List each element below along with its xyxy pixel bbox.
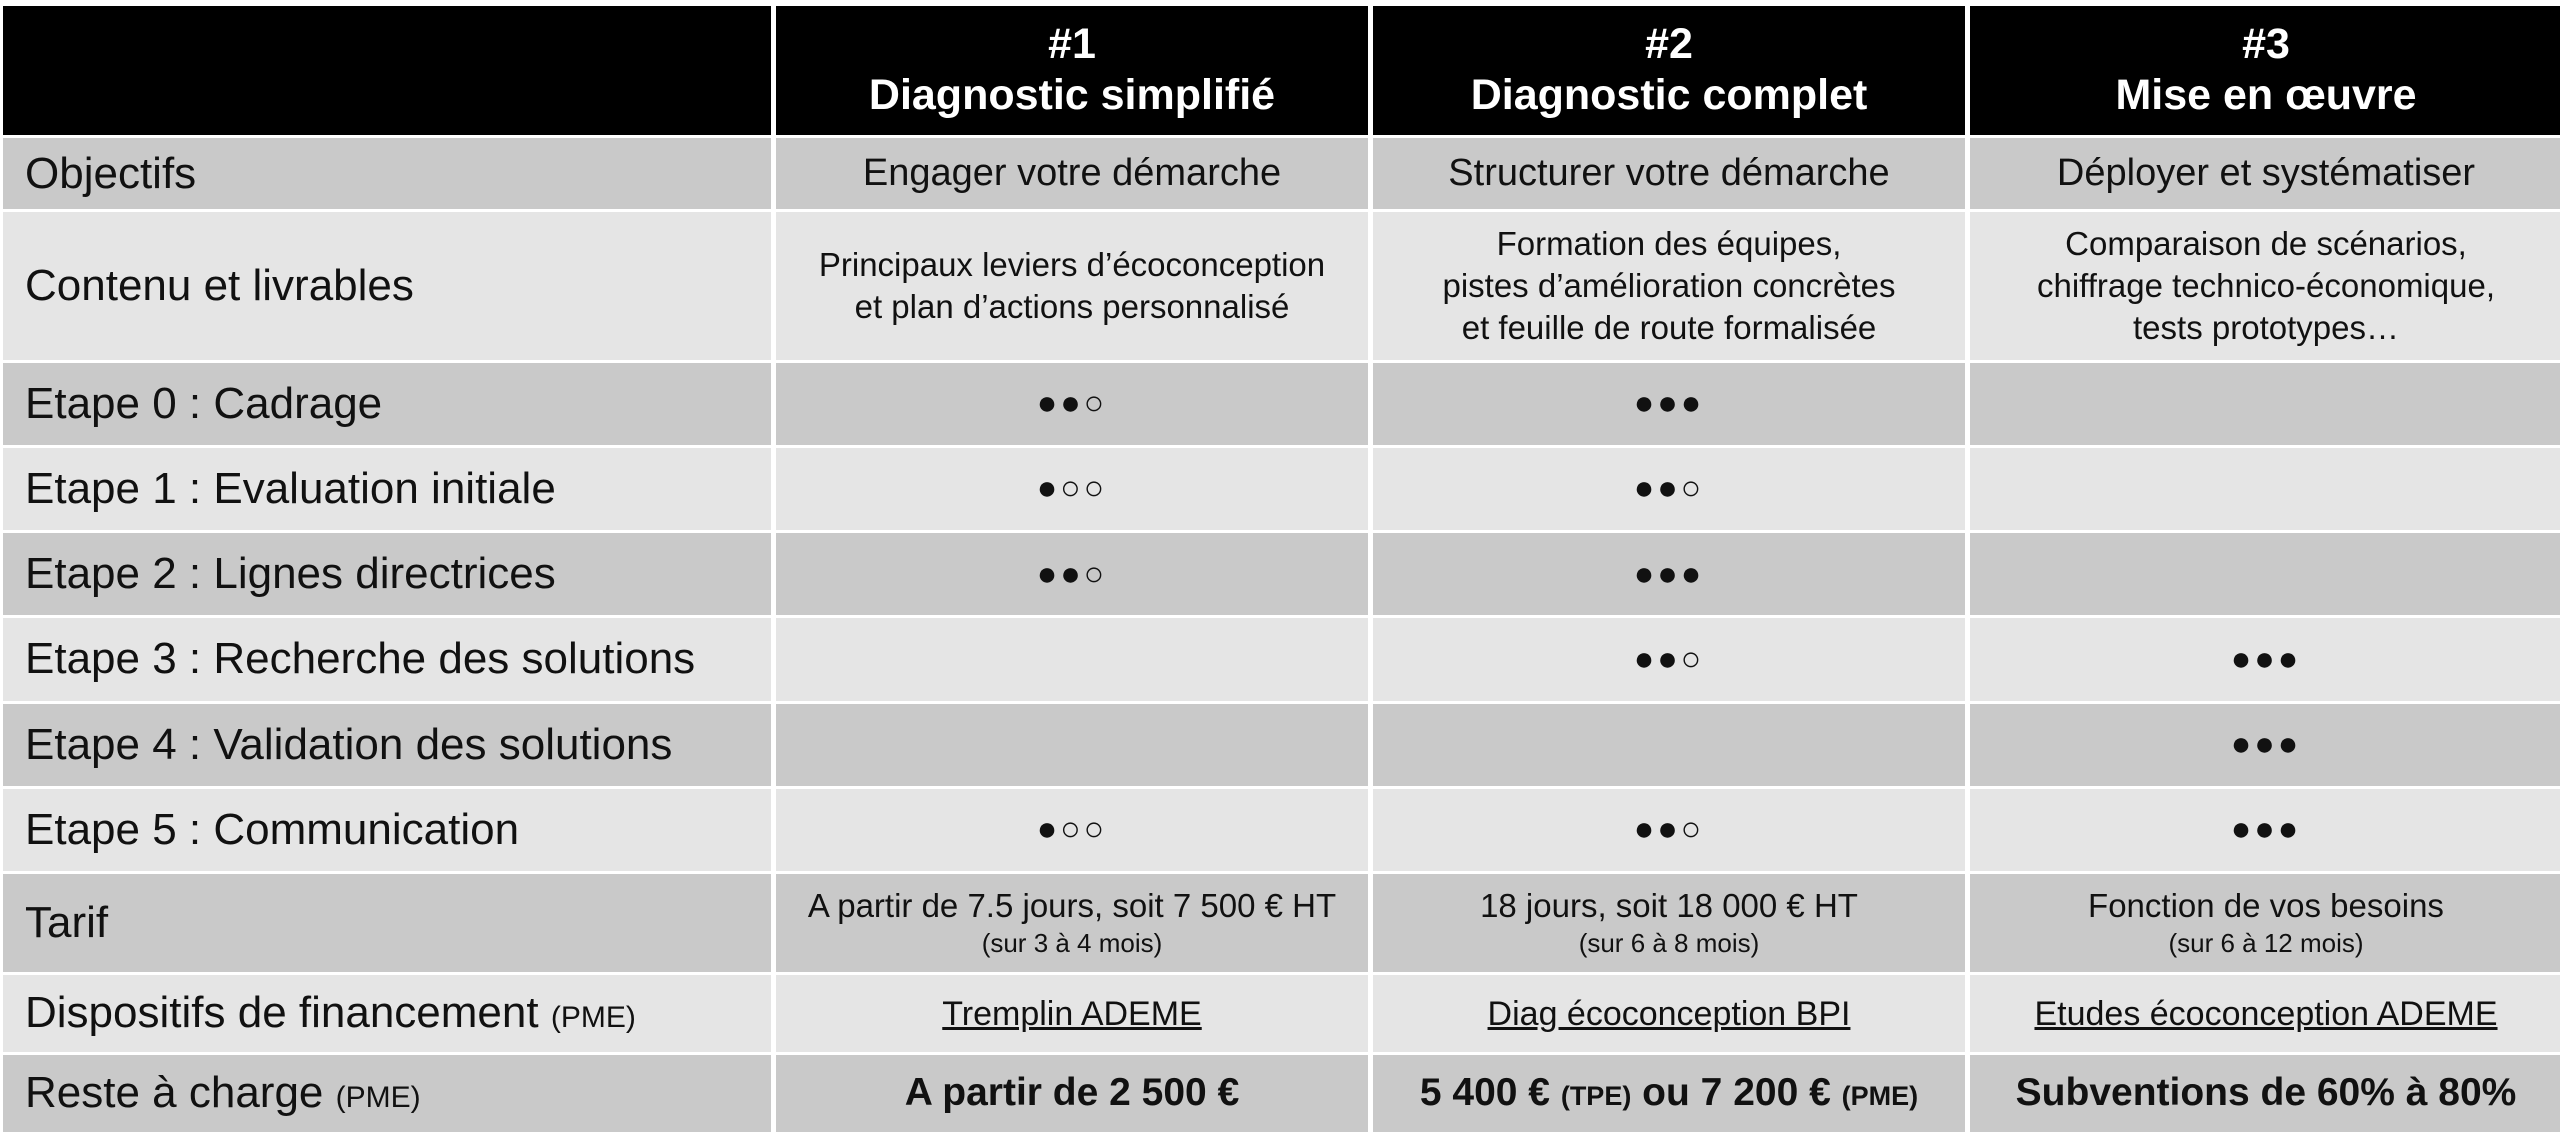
col-2-name: Diagnostic complet — [1470, 71, 1868, 120]
rating-dots: ●○○ — [776, 448, 1368, 530]
reste-or: ou — [1642, 1071, 1690, 1115]
contenu-line: Comparaison de scénarios, — [2065, 225, 2467, 263]
header-row — [3, 6, 2560, 135]
header-empty-cell — [3, 6, 771, 135]
tarif-cell — [776, 874, 1368, 972]
rating-dots: ●●○ — [776, 363, 1368, 445]
tarif-duration: (sur 3 à 4 mois) — [981, 928, 1163, 959]
rating-dots: ●●● — [1373, 363, 1965, 445]
rating-dots — [776, 704, 1368, 786]
reste-pme-tag: (PME) — [1841, 1081, 1919, 1112]
comparison-table — [0, 3, 2560, 1135]
row-etape3 — [3, 618, 2560, 700]
reste-label: Reste à charge — [25, 1068, 324, 1118]
tarif-cell — [1373, 874, 1965, 972]
financement-cell — [1970, 975, 2560, 1052]
financement-cell — [776, 975, 1368, 1052]
rating-dots: ●●○ — [1373, 618, 1965, 700]
row-label — [3, 975, 771, 1052]
rating-dots: ●○○ — [776, 789, 1368, 871]
reste-cell: A partir de 2 500 € — [776, 1055, 1368, 1132]
row-label: Contenu et livrables — [3, 212, 771, 359]
tarif-cell — [1970, 874, 2560, 972]
row-objectifs — [3, 138, 2560, 210]
rating-dots: ●●● — [1373, 533, 1965, 615]
tarif-duration: (sur 6 à 8 mois) — [1578, 928, 1760, 959]
row-label: Tarif — [3, 874, 771, 972]
header-col-1 — [776, 6, 1368, 135]
row-label: Objectifs — [3, 138, 771, 210]
contenu-line: chiffrage technico-économique, — [2036, 267, 2495, 305]
contenu-line: Formation des équipes, — [1496, 225, 1842, 263]
reste-pme-amount: 7 200 € — [1700, 1071, 1831, 1115]
financement-cell — [1373, 975, 1965, 1052]
financement-link-ademe[interactable]: Etudes écoconception ADEME — [2034, 994, 2498, 1033]
reste-tpe-amount: 5 400 € — [1419, 1071, 1550, 1115]
tarif-main: 18 jours, soit 18 000 € HT — [1480, 886, 1858, 924]
rating-dots — [1373, 704, 1965, 786]
rating-dots: ●●● — [1970, 618, 2560, 700]
rating-dots — [1970, 533, 2560, 615]
contenu-line: Principaux leviers d’écoconception — [818, 246, 1326, 284]
reste-cell — [1373, 1055, 1965, 1132]
row-label: Etape 3 : Recherche des solutions — [3, 618, 771, 700]
contenu-cell — [776, 212, 1368, 359]
row-label: Etape 1 : Evaluation initiale — [3, 448, 771, 530]
row-etape5 — [3, 789, 2560, 871]
col-3-name: Mise en œuvre — [2115, 71, 2417, 120]
financement-link-bpi[interactable]: Diag écoconception BPI — [1487, 994, 1851, 1033]
row-label: Etape 5 : Communication — [3, 789, 771, 871]
objectif-cell: Déployer et systématiser — [1970, 138, 2560, 210]
row-label: Etape 2 : Lignes directrices — [3, 533, 771, 615]
header-col-2 — [1373, 6, 1965, 135]
row-financement — [3, 975, 2560, 1052]
rating-dots: ●●○ — [776, 533, 1368, 615]
tarif-main: Fonction de vos besoins — [2088, 886, 2444, 924]
contenu-line: et plan d’actions personnalisé — [854, 288, 1290, 325]
row-reste — [3, 1055, 2560, 1132]
row-label: Etape 4 : Validation des solutions — [3, 704, 771, 786]
financement-label-suffix: (PME) — [550, 1001, 636, 1035]
contenu-line: et feuille de route formalisée — [1461, 308, 1877, 346]
tarif-duration: (sur 6 à 12 mois) — [2168, 928, 2364, 959]
reste-cell: Subventions de 60% à 80% — [1970, 1055, 2560, 1132]
row-etape1 — [3, 448, 2560, 530]
row-etape2 — [3, 533, 2560, 615]
objectif-cell: Engager votre démarche — [776, 138, 1368, 210]
col-3-number: #3 — [2242, 19, 2290, 68]
contenu-cell — [1970, 212, 2560, 359]
header-col-3 — [1970, 6, 2560, 135]
row-contenu — [3, 212, 2560, 359]
row-label: Etape 0 : Cadrage — [3, 363, 771, 445]
rating-dots — [776, 618, 1368, 700]
rating-dots: ●●○ — [1373, 789, 1965, 871]
contenu-line: pistes d’amélioration concrètes — [1442, 267, 1896, 305]
reste-tpe-tag: (TPE) — [1560, 1081, 1632, 1112]
financement-label: Dispositifs de financement — [25, 988, 539, 1038]
reste-label-suffix: (PME) — [335, 1081, 421, 1115]
col-1-number: #1 — [1048, 19, 1096, 68]
row-etape4 — [3, 704, 2560, 786]
tarif-main: A partir de 7.5 jours, soit 7 500 € HT — [807, 886, 1337, 924]
rating-dots: ●●● — [1970, 789, 2560, 871]
row-tarif — [3, 874, 2560, 972]
rating-dots — [1970, 448, 2560, 530]
col-2-number: #2 — [1645, 19, 1693, 68]
row-etape0 — [3, 363, 2560, 445]
col-1-name: Diagnostic simplifié — [868, 71, 1276, 120]
rating-dots: ●●● — [1970, 704, 2560, 786]
rating-dots — [1970, 363, 2560, 445]
objectif-cell: Structurer votre démarche — [1373, 138, 1965, 210]
contenu-cell — [1373, 212, 1965, 359]
rating-dots: ●●○ — [1373, 448, 1965, 530]
contenu-line: tests prototypes… — [2133, 308, 2399, 346]
financement-link-tremplin[interactable]: Tremplin ADEME — [942, 994, 1202, 1033]
row-label — [3, 1055, 771, 1132]
